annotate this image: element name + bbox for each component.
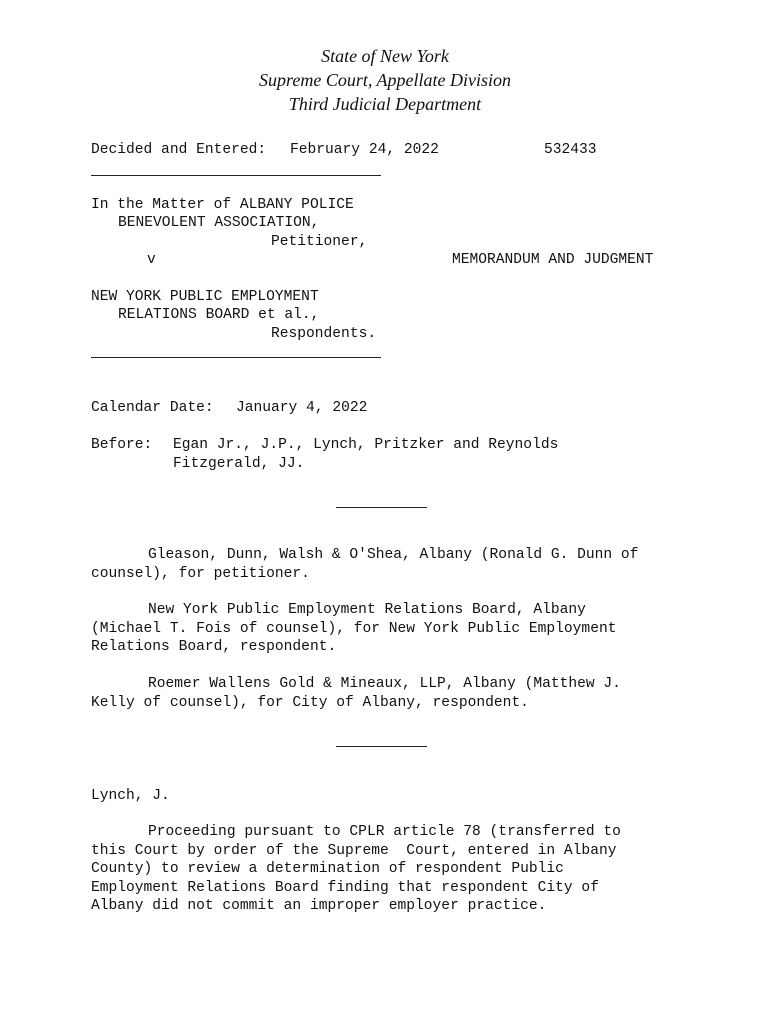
section-divider <box>336 507 427 508</box>
caption-top-rule <box>91 175 381 176</box>
counsel-2-line1: New York Public Employment Relations Board, Albany <box>148 602 586 618</box>
section-divider <box>336 746 427 747</box>
counsel-3-line2: Kelly of counsel), for City of Albany, respondent. <box>91 695 529 711</box>
opinion-line: Proceeding pursuant to CPLR article 78 (transferred to <box>148 824 621 840</box>
counsel-1-line1: Gleason, Dunn, Walsh & O'Shea, Albany (Ronald G. Dunn of <box>148 547 639 563</box>
docket-number: 532433 <box>544 142 597 158</box>
opinion-line: County) to review a determination of respondent Public <box>91 861 564 877</box>
caption-versus: v <box>147 252 156 268</box>
before-line1: Egan Jr., J.P., Lynch, Pritzker and Reynolds <box>173 437 559 453</box>
caption-petitioner: Petitioner, <box>271 234 368 250</box>
decided-label: Decided and Entered: <box>91 142 267 158</box>
opinion-line: Albany did not commit an improper employer practice. <box>91 898 547 914</box>
decided-date: February 24, 2022 <box>290 142 439 158</box>
court-name-line2: Supreme Court, Appellate Division <box>259 70 511 90</box>
court-name-line1: State of New York <box>321 46 449 66</box>
counsel-1-line2: counsel), for petitioner. <box>91 566 310 582</box>
caption-respondent-line2: RELATIONS BOARD et al., <box>118 307 320 323</box>
before-line2: Fitzgerald, JJ. <box>173 456 305 472</box>
caption-matter-line1: In the Matter of ALBANY POLICE <box>91 197 354 213</box>
caption-bottom-rule <box>91 357 381 358</box>
caption-respondent-line1: NEW YORK PUBLIC EMPLOYMENT <box>91 289 319 305</box>
document-type: MEMORANDUM AND JUDGMENT <box>452 252 654 268</box>
calendar-label: Calendar Date: <box>91 400 214 416</box>
before-label: Before: <box>91 437 153 453</box>
court-name-line3: Third Judicial Department <box>288 94 482 114</box>
opinion-line: this Court by order of the Supreme Court, entered in Albany <box>91 843 617 859</box>
calendar-date: January 4, 2022 <box>236 400 368 416</box>
counsel-2-line2: (Michael T. Fois of counsel), for New York Public Employment <box>91 621 617 637</box>
opinion-line: Employment Relations Board finding that respondent City of <box>91 880 599 896</box>
caption-matter-line2: BENEVOLENT ASSOCIATION, <box>118 215 320 231</box>
counsel-3-line1: Roemer Wallens Gold & Mineaux, LLP, Albany (Matthew J. <box>148 676 621 692</box>
caption-respondents: Respondents. <box>271 326 377 342</box>
counsel-2-line3: Relations Board, respondent. <box>91 639 337 655</box>
opinion-author: Lynch, J. <box>91 788 170 804</box>
